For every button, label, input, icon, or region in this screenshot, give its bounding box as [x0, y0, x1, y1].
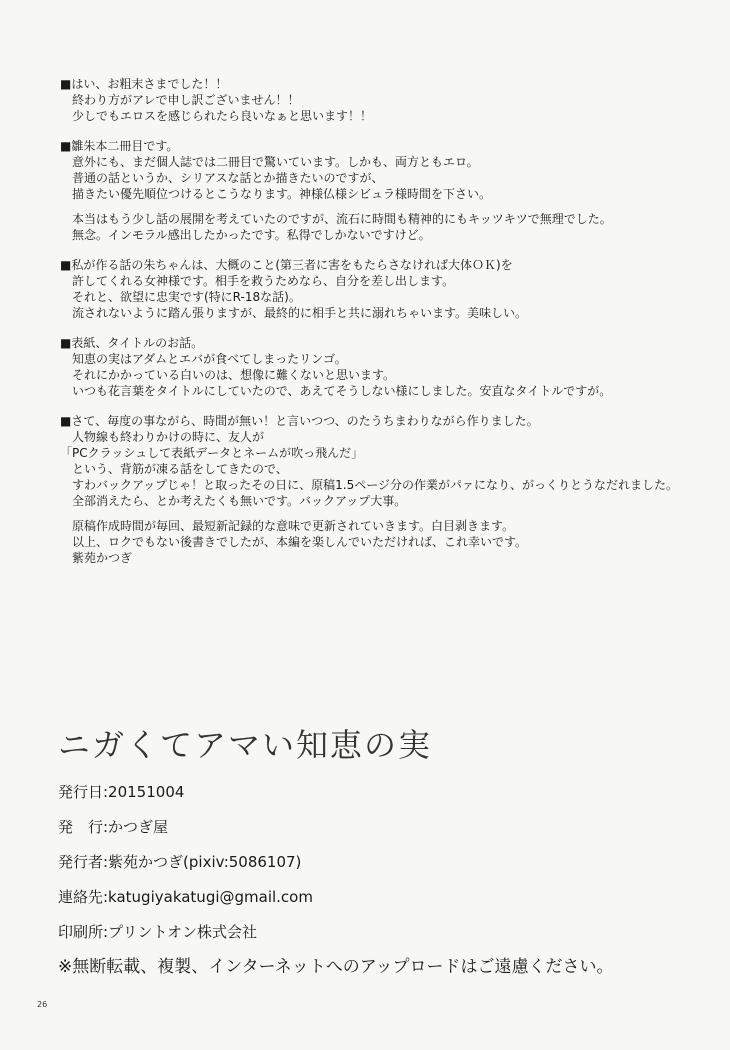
colophon [58, 720, 698, 992]
paragraph-gap [60, 202, 700, 211]
text-line: いつも花言葉をタイトルにしていたので、あえてそうしない様にしました。安直なタイトルですが。 [60, 384, 612, 398]
text-line: ■はい、お粗末さまでした！！ [60, 77, 228, 91]
text-line: 本当はもう少し話の展開を考えていたのですが、流石に時間も精神的にもキッツキツで無理でした。 [60, 212, 612, 226]
printer: 印刷所:プリントオン株式会社 [58, 923, 258, 941]
afterword-section-5 [60, 413, 700, 566]
text-line: 人物線も終わりかけの時に、友人が [60, 430, 265, 444]
quote-line: 「PCクラッシュして表紙データとネームが吹っ飛んだ」 [60, 446, 364, 460]
book-title: ニガくてアマい知恵の実 [58, 726, 433, 764]
paragraph-gap [60, 509, 700, 518]
text-line: 意外にも、まだ個人誌では二冊目で驚いています。しかも、両方ともエロ。 [60, 155, 479, 169]
text-line: ■私が作る話の朱ちゃんは、大概のこと(第三者に害をもたらさなければ大体ＯＫ)を [60, 258, 513, 272]
text-line: ■さて、毎度の事ながら、時間が無い！と言いつつ、のたうちまわりながら作りました。 [60, 414, 539, 428]
text-line: 無念。インモラル感出したかったです。私得でしかないですけど。 [60, 228, 431, 242]
text-line: 少しでもエロスを感じられたら良いなぁと思います！！ [60, 109, 373, 123]
text-line: という、背筋が凍る話をしてきたので、 [60, 462, 288, 476]
afterword [60, 76, 700, 580]
text-line: ■表紙、タイトルのお話。 [60, 336, 204, 350]
afterword-section-2 [60, 138, 700, 243]
author-signature: 紫苑かつぎ [72, 551, 133, 565]
text-line: 描きたい優先順位つけるとこうなります。神様仏様シビュラ様時間を下さい。 [60, 187, 492, 201]
text-line: 全部消えたら、とか考えたくも無いです。バックアップ大事。 [60, 494, 407, 508]
text-line: それにかかっている白いのは、想像に難くないと思います。 [60, 368, 396, 382]
afterword-section-1 [60, 76, 700, 124]
text-line: それと、欲望に忠実です(特にR-18な話)。 [60, 290, 301, 304]
text-line: 知恵の実はアダムとエバが食べてしまったリンゴ。 [60, 352, 347, 366]
text-line: すわバックアップじゃ！と取ったその日に、原稿1.5ページ分の作業がパァになり、がっくりとうなだれました。 [60, 478, 679, 492]
publisher: 発 行:かつぎ屋 [58, 818, 169, 836]
contact: 連絡先:katugiyakatugi@gmail.com [58, 888, 313, 906]
afterword-section-4 [60, 335, 700, 399]
text-line: 終わり方がアレで申し訳ございません！！ [60, 93, 300, 107]
text-line: 流されないように踏ん張りますが、最終的に相手と共に溺れちゃいます。美味しい。 [60, 306, 528, 320]
copyright-notice: ※無断転載、複製、インターネットへのアップロードはご遠慮ください。 [58, 957, 614, 977]
text-line: 以上、ロクでもない後書きでしたが、本編を楽しんでいただければ、これ幸いです。 [60, 535, 528, 549]
page-number: 26 [37, 1000, 48, 1009]
afterword-section-3 [60, 257, 700, 321]
issue-date: 発行日:20151004 [58, 783, 185, 801]
issuer: 発行者:紫苑かつぎ(pixiv:5086107) [58, 853, 302, 871]
text-line: 普通の話というか、シリアスな話とか描きたいのですが、 [60, 171, 384, 185]
text-line: ■雛朱本二冊目です。 [60, 139, 179, 153]
text-line: 原稿作成時間が毎回、最短新記録的な意味で更新されていきます。白目剥きます。 [60, 519, 515, 533]
text-line: 許してくれる女神様です。相手を救うためなら、自分を差し出します。 [60, 274, 455, 288]
